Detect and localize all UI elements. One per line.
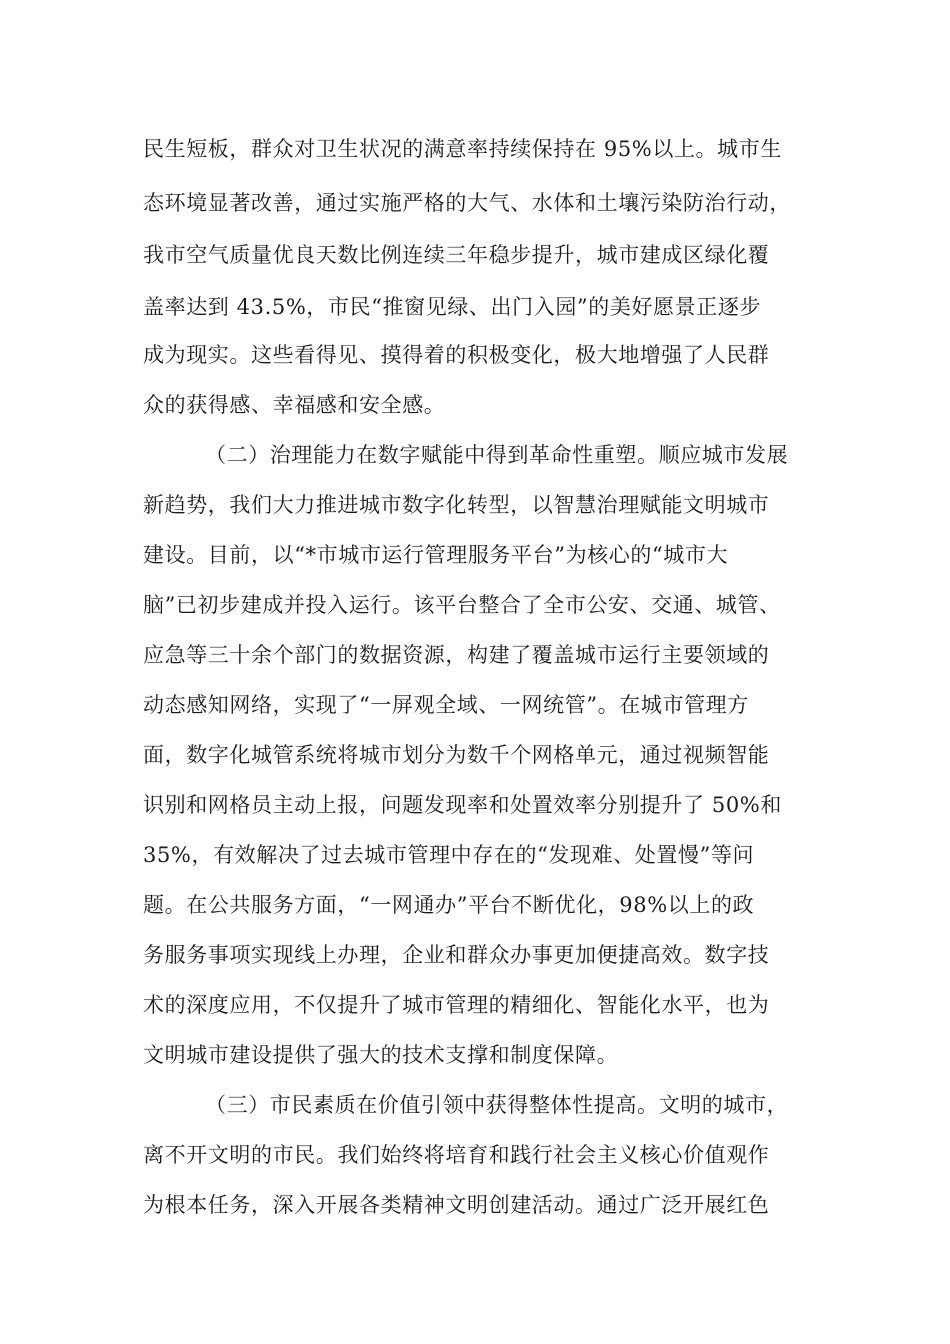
text-line: 我市空气质量优良天数比例连续三年稳步提升，城市建成区绿化覆 xyxy=(143,243,770,267)
section-heading-3: （三）市民素质在价值引领中获得整体性提高。文明的城市， xyxy=(205,1093,789,1117)
text-line: 35%，有效解决了过去城市管理中存在的“发现难、处置慢”等问 xyxy=(143,843,755,867)
text-line: 为根本任务，深入开展各类精神文明创建活动。通过广泛开展红色 xyxy=(143,1193,770,1217)
text-line: 民生短板，群众对卫生状况的满意率持续保持在 95%以上。城市生 xyxy=(143,137,782,161)
text-line: 众的获得感、幸福感和安全感。 xyxy=(143,393,446,417)
section-heading-2: （二）治理能力在数字赋能中得到革命性重塑。顺应城市发展 xyxy=(205,443,789,467)
text-line: 识别和网格员主动上报，问题发现率和处置效率分别提升了 50%和 xyxy=(143,793,782,817)
text-line: 新趋势，我们大力推进城市数字化转型，以智慧治理赋能文明城市 xyxy=(143,493,770,517)
text-line: 文明城市建设提供了强大的技术支撑和制度保障。 xyxy=(143,1043,619,1067)
text-line: 动态感知网络，实现了“一屏观全域、一网统管”。在城市管理方 xyxy=(143,693,749,717)
text-line: 脑”已初步建成并投入运行。该平台整合了全市公安、交通、城管、 xyxy=(143,593,781,617)
text-line: 建设。目前，以“*市城市运行管理服务平台”为核心的“城市大 xyxy=(143,543,729,567)
text-line: 态环境显著改善，通过实施严格的大气、水体和土壤污染防治行动， xyxy=(143,191,791,215)
text-line: 盖率达到 43.5%，市民“推窗见绿、出门入园”的美好愿景正逐步 xyxy=(143,295,762,319)
text-line: 应急等三十余个部门的数据资源，构建了覆盖城市运行主要领域的 xyxy=(143,643,770,667)
text-line: 务服务事项实现线上办理，企业和群众办事更加便捷高效。数字技 xyxy=(143,943,770,967)
text-line: 离不开文明的市民。我们始终将培育和践行社会主义核心价值观作 xyxy=(143,1143,770,1167)
text-line: 题。在公共服务方面，“一网通办”平台不断优化，98%以上的政 xyxy=(143,893,755,917)
text-line: 术的深度应用，不仅提升了城市管理的精细化、智能化水平，也为 xyxy=(143,993,770,1017)
text-line: 面，数字化城管系统将城市划分为数千个网格单元，通过视频智能 xyxy=(143,743,770,767)
text-line: 成为现实。这些看得见、摸得着的积极变化，极大地增强了人民群 xyxy=(143,343,770,367)
